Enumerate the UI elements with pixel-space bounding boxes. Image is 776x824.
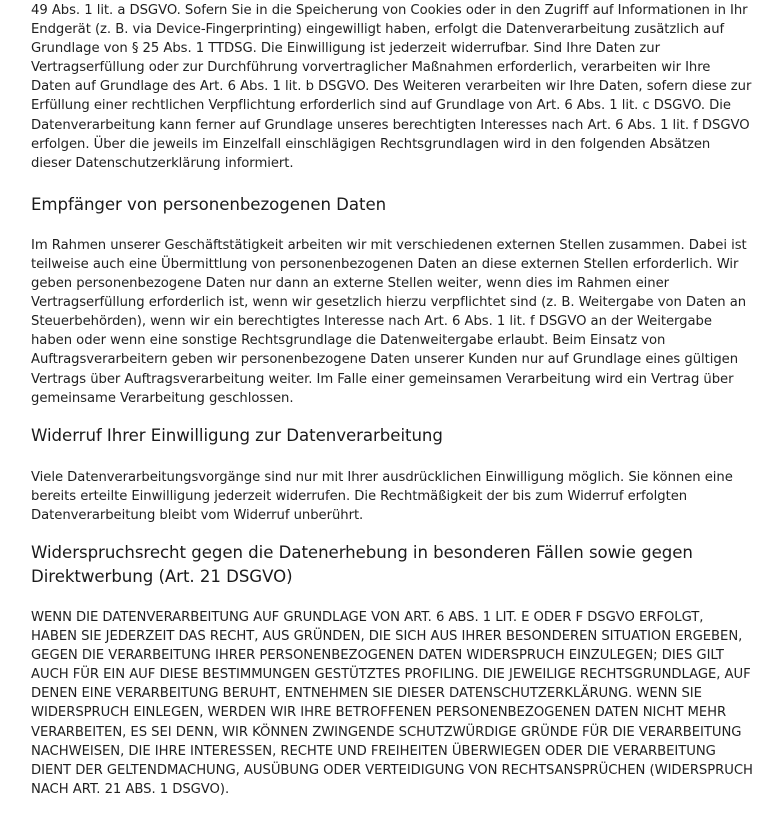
section-heading-consent-withdrawal: Widerruf Ihrer Einwilligung zur Datenverarbeitung bbox=[31, 425, 443, 445]
section-consent-withdrawal bbox=[31, 424, 753, 525]
section-recipients bbox=[31, 193, 753, 408]
privacy-policy-content bbox=[31, 0, 753, 799]
section-heading-right-to-object: Widerspruchsrecht gegen die Datenerhebung in besonderen Fällen sowie gegen Direktwerbung (Art. 21 DSGVO) bbox=[31, 542, 693, 586]
legal-basis-paragraph: 49 Abs. 1 lit. a DSGVO. Sofern Sie in die Speicherung von Cookies oder in den Zugriff auf Informationen in Ihr Endgerät (z. B. via Device-Fingerprinting) eingewilligt haben, erfolgt die Datenverarbeitung zusätzlich auf Grundlage von § 25 Abs. 1 TTDSG. Die Einwilligung ist jederzeit widerrufbar. Sind Ihre Daten zur Vertragserfüllung oder zur Durchführung vorvertraglicher Maßnahmen erforderlich, verarbeiten wir Ihre Daten auf Grundlage des Art. 6 Abs. 1 lit. b DSGVO. Des Weiteren verarbeiten wir Ihre Daten, sofern diese zur Erfüllung einer rechtlichen Verpflichtung erforderlich sind auf Grundlage von Art. 6 Abs. 1 lit. c DSGVO. Die Datenverarbeitung kann ferner auf Grundlage unseres berechtigten Interesses nach Art. 6 Abs. 1 lit. f DSGVO erfolgen. Über die jeweils im Einzelfall einschlägigen Rechtsgrundlagen wird in den folgenden Absätzen dieser Datenschutzerklärung informiert. bbox=[31, 3, 752, 171]
consent-withdrawal-paragraph: Viele Datenverarbeitungsvorgänge sind nur mit Ihrer ausdrücklichen Einwilligung möglich. Sie können eine bereits erteilte Einwilligung jederzeit widerrufen. Die Rechtmäßigkeit der bis zum Widerruf erfolgten Datenverarbeitung bleibt vom Widerruf unberührt. bbox=[31, 469, 733, 523]
section-heading-recipients: Empfänger von personenbezogenen Daten bbox=[31, 194, 387, 214]
recipients-paragraph: Im Rahmen unserer Geschäftstätigkeit arbeiten wir mit verschiedenen externen Stellen zusammen. Dabei ist teilweise auch eine Übermittlung von personenbezogenen Daten an diese externen Stellen erforderlich. Wir geben personenbezogene Daten nur dann an externe Stellen weiter, wenn dies im Rahmen einer Vertragserfüllung erforderlich ist, wenn wir gesetzlich hierzu verpflichtet sind (z. B. Weitergabe von Daten an Steuerbehörden), wenn wir ein berechtigtes Interesse nach Art. 6 Abs. 1 lit. f DSGVO an der Weitergabe haben oder wenn eine sonstige Rechtsgrundlage die Datenweitergabe erlaubt. Beim Einsatz von Auftragsverarbeitern geben wir personenbezogene Daten unserer Kunden nur auf Grundlage eines gültigen Vertrags über Auftragsverarbeitung weiter. Im Falle einer gemeinsamen Verarbeitung wird ein Vertrag über gemeinsame Verarbeitung geschlossen. bbox=[31, 237, 747, 406]
right-to-object-paragraph: WENN DIE DATENVERARBEITUNG AUF GRUNDLAGE VON ART. 6 ABS. 1 LIT. E ODER F DSGVO ERFOLGT, HABEN SIE JEDERZEIT DAS RECHT, AUS GRÜNDEN, DIE SICH AUS IHRER BESONDEREN SITUATION ERGEBEN, GEGEN DIE VERARBEITUNG IHRER PERSONENBEZOGENEN DATEN WIDERSPRUCH EINZULEGEN; DIES GILT AUCH FÜR EIN AUF DIESE BESTIMMUNGEN GESTÜTZTES PROFILING. DIE JEWEILIGE RECHTSGRUNDLAGE, AUF DENEN EINE VERARBEITUNG BERUHT, ENTNEHMEN SIE DIESER DATENSCHUTZERKLÄRUNG. WENN SIE WIDERSPRUCH EINLEGEN, WERDEN WIR IHRE BETROFFENEN PERSONENBEZOGENEN DATEN NICHT MEHR VERARBEITEN, ES SEI DENN, WIR KÖNNEN ZWINGENDE SCHUTZWÜRDIGE GRÜNDE FÜR DIE VERARBEITUNG NACHWEISEN, DIE IHRE INTERESSEN, RECHTE UND FREIHEITEN ÜBERWIEGEN ODER DIE VERARBEITUNG DIENT DER GELTENDMACHUNG, AUSÜBUNG ODER VERTEIDIGUNG VON RECHTSANSPRÜCHEN (WIDERSPRUCH NACH ART. 21 ABS. 1 DSGVO). bbox=[31, 609, 753, 797]
section-right-to-object bbox=[31, 541, 753, 799]
